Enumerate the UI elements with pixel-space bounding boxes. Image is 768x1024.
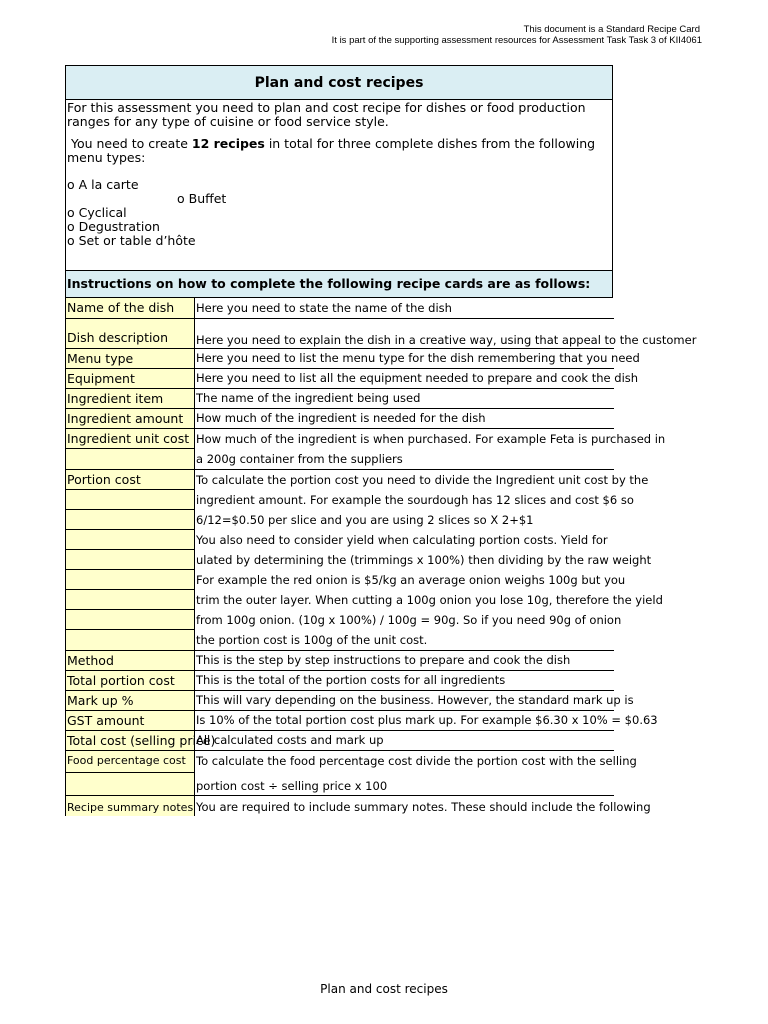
row-text: How much of the ingredient is when purchased. For example Feta is purchased in: [196, 432, 666, 446]
row-label: Recipe summary notes: [66, 796, 195, 816]
row-label: [66, 570, 195, 590]
row-text: How much of the ingredient is needed for the dish: [196, 411, 486, 425]
row-label: Ingredient amount: [66, 409, 195, 428]
intro-paragraph-2: [67, 137, 611, 165]
table-row: [66, 369, 639, 389]
row-label: Total cost (selling price): [67, 733, 216, 748]
menu-type-item: o Cyclical: [67, 205, 127, 220]
row-text: Here you need to list the menu type for the dish remembering that you need: [196, 351, 640, 365]
intro-paragraph-2-bold: 12 recipes: [191, 136, 265, 151]
row-text: ulated by determining the (trimmings x 100%) then dividing by the raw weight: [196, 553, 652, 567]
row-text: portion cost ÷ selling price x 100: [196, 779, 388, 793]
row-text: You also need to consider yield when calculating portion costs. Yield for: [196, 533, 608, 547]
row-text: For example the red onion is $5/kg an average onion weighs 100g but you: [196, 573, 626, 587]
intro-paragraph-2-prefix: You need to create: [67, 136, 192, 151]
table-row: [66, 449, 614, 470]
table-row: [66, 490, 634, 510]
row-text: Here you need to list all the equipment needed to prepare and cook the dish: [196, 371, 639, 385]
table-row: [66, 389, 614, 409]
menu-type-item: o Degustration: [67, 219, 160, 234]
page-footer: Plan and cost recipes: [320, 982, 448, 996]
table-row: [66, 731, 614, 751]
table-row: [66, 796, 651, 816]
table-row: [66, 530, 614, 550]
row-label: [66, 773, 195, 795]
table-row: [66, 651, 614, 671]
row-label: Ingredient item: [66, 389, 195, 408]
table-row: [66, 349, 640, 369]
row-text: trim the outer layer. When cutting a 100g onion you lose 10g, therefore the yield: [196, 593, 663, 607]
row-label: Ingredient unit cost: [66, 429, 195, 449]
row-text: This will vary depending on the business. However, the standard mark up is: [196, 693, 634, 707]
row-label: [66, 490, 195, 510]
intro-section: [66, 100, 613, 295]
row-text: To calculate the food percentage cost divide the portion cost with the selling: [196, 754, 637, 768]
row-text: You are required to include summary notes. These should include the following: [196, 800, 651, 814]
row-label: [66, 610, 195, 630]
table-row: [66, 751, 637, 773]
table-row: [66, 510, 614, 530]
recipe-sheet: [65, 65, 697, 816]
sheet-title: Plan and cost recipes: [66, 65, 613, 100]
table-row: [66, 691, 634, 711]
row-text: from 100g onion. (10g x 100%) / 100g = 90g. So if you need 90g of onion: [196, 613, 622, 627]
table-row: [66, 630, 614, 651]
row-text: Is 10% of the total portion cost plus mark up. For example $6.30 x 10% = $0.63: [196, 713, 658, 727]
row-label: Dish description: [66, 319, 195, 348]
intro-paragraph-2-suffix: in total for three complete dishes from the following menu types:: [67, 136, 596, 165]
row-label: Name of the dish: [66, 298, 195, 318]
row-text: This is the total of the portion costs for all ingredients: [196, 673, 506, 687]
table-row: [66, 550, 652, 570]
row-text: a 200g container from the suppliers: [196, 452, 403, 466]
table-row: [66, 610, 622, 630]
row-text: 6/12=$0.50 per slice and you are using 2 slices so X 2+$1: [196, 513, 534, 527]
row-label: Portion cost: [66, 470, 195, 490]
table-row: [66, 711, 658, 731]
table-row: [66, 773, 614, 796]
row-text: the portion cost is 100g of the unit cost.: [196, 633, 428, 647]
row-label: Method: [66, 651, 195, 670]
menu-type-item: o A la carte: [67, 177, 139, 192]
table-row: [66, 590, 663, 610]
row-label: Total portion cost: [66, 671, 195, 690]
table-row: [66, 429, 666, 449]
instructions-heading: Instructions on how to complete the following recipe cards are as follows:: [66, 270, 613, 298]
row-label: Mark up %: [66, 691, 195, 710]
row-label: [66, 630, 195, 650]
table-row: [66, 409, 614, 429]
row-label: Menu type: [66, 349, 195, 368]
row-text: All calculated costs and mark up: [196, 733, 384, 747]
table-row: [66, 671, 614, 691]
header-line-2: It is part of the supporting assessment resources for Assessment Task Task 3 of KII4061: [331, 35, 702, 46]
menu-type-item: o Buffet: [177, 191, 227, 206]
row-text: To calculate the portion cost you need to divide the Ingredient unit cost by the: [196, 473, 649, 487]
table-row: [66, 298, 614, 319]
table-row: [66, 570, 626, 590]
row-text: Here you need to explain the dish in a creative way, using that appeal to the customer: [196, 333, 697, 347]
table-row: [66, 319, 697, 349]
row-label: [66, 449, 195, 469]
row-label: Food percentage cost: [66, 751, 195, 773]
row-text: This is the step by step instructions to prepare and cook the dish: [196, 653, 571, 667]
header-line-1: This document is a Standard Recipe Card: [523, 24, 700, 35]
row-text: ingredient amount. For example the sourdough has 12 slices and cost $6 so: [196, 493, 634, 507]
table-row: [66, 470, 649, 490]
row-label: [66, 550, 195, 570]
intro-paragraph-1: For this assessment you need to plan and cost recipe for dishes or food production ranges for any type of cuisine or food service style.: [67, 100, 586, 129]
row-label: [66, 590, 195, 610]
row-text: The name of the ingredient being used: [196, 391, 421, 405]
row-label: [66, 530, 195, 550]
row-text: Here you need to state the name of the dish: [196, 301, 452, 315]
row-label: [66, 510, 195, 530]
row-label: Equipment: [66, 369, 195, 388]
menu-type-item: o Set or table d’hôte: [67, 233, 196, 248]
row-label: GST amount: [66, 711, 195, 730]
